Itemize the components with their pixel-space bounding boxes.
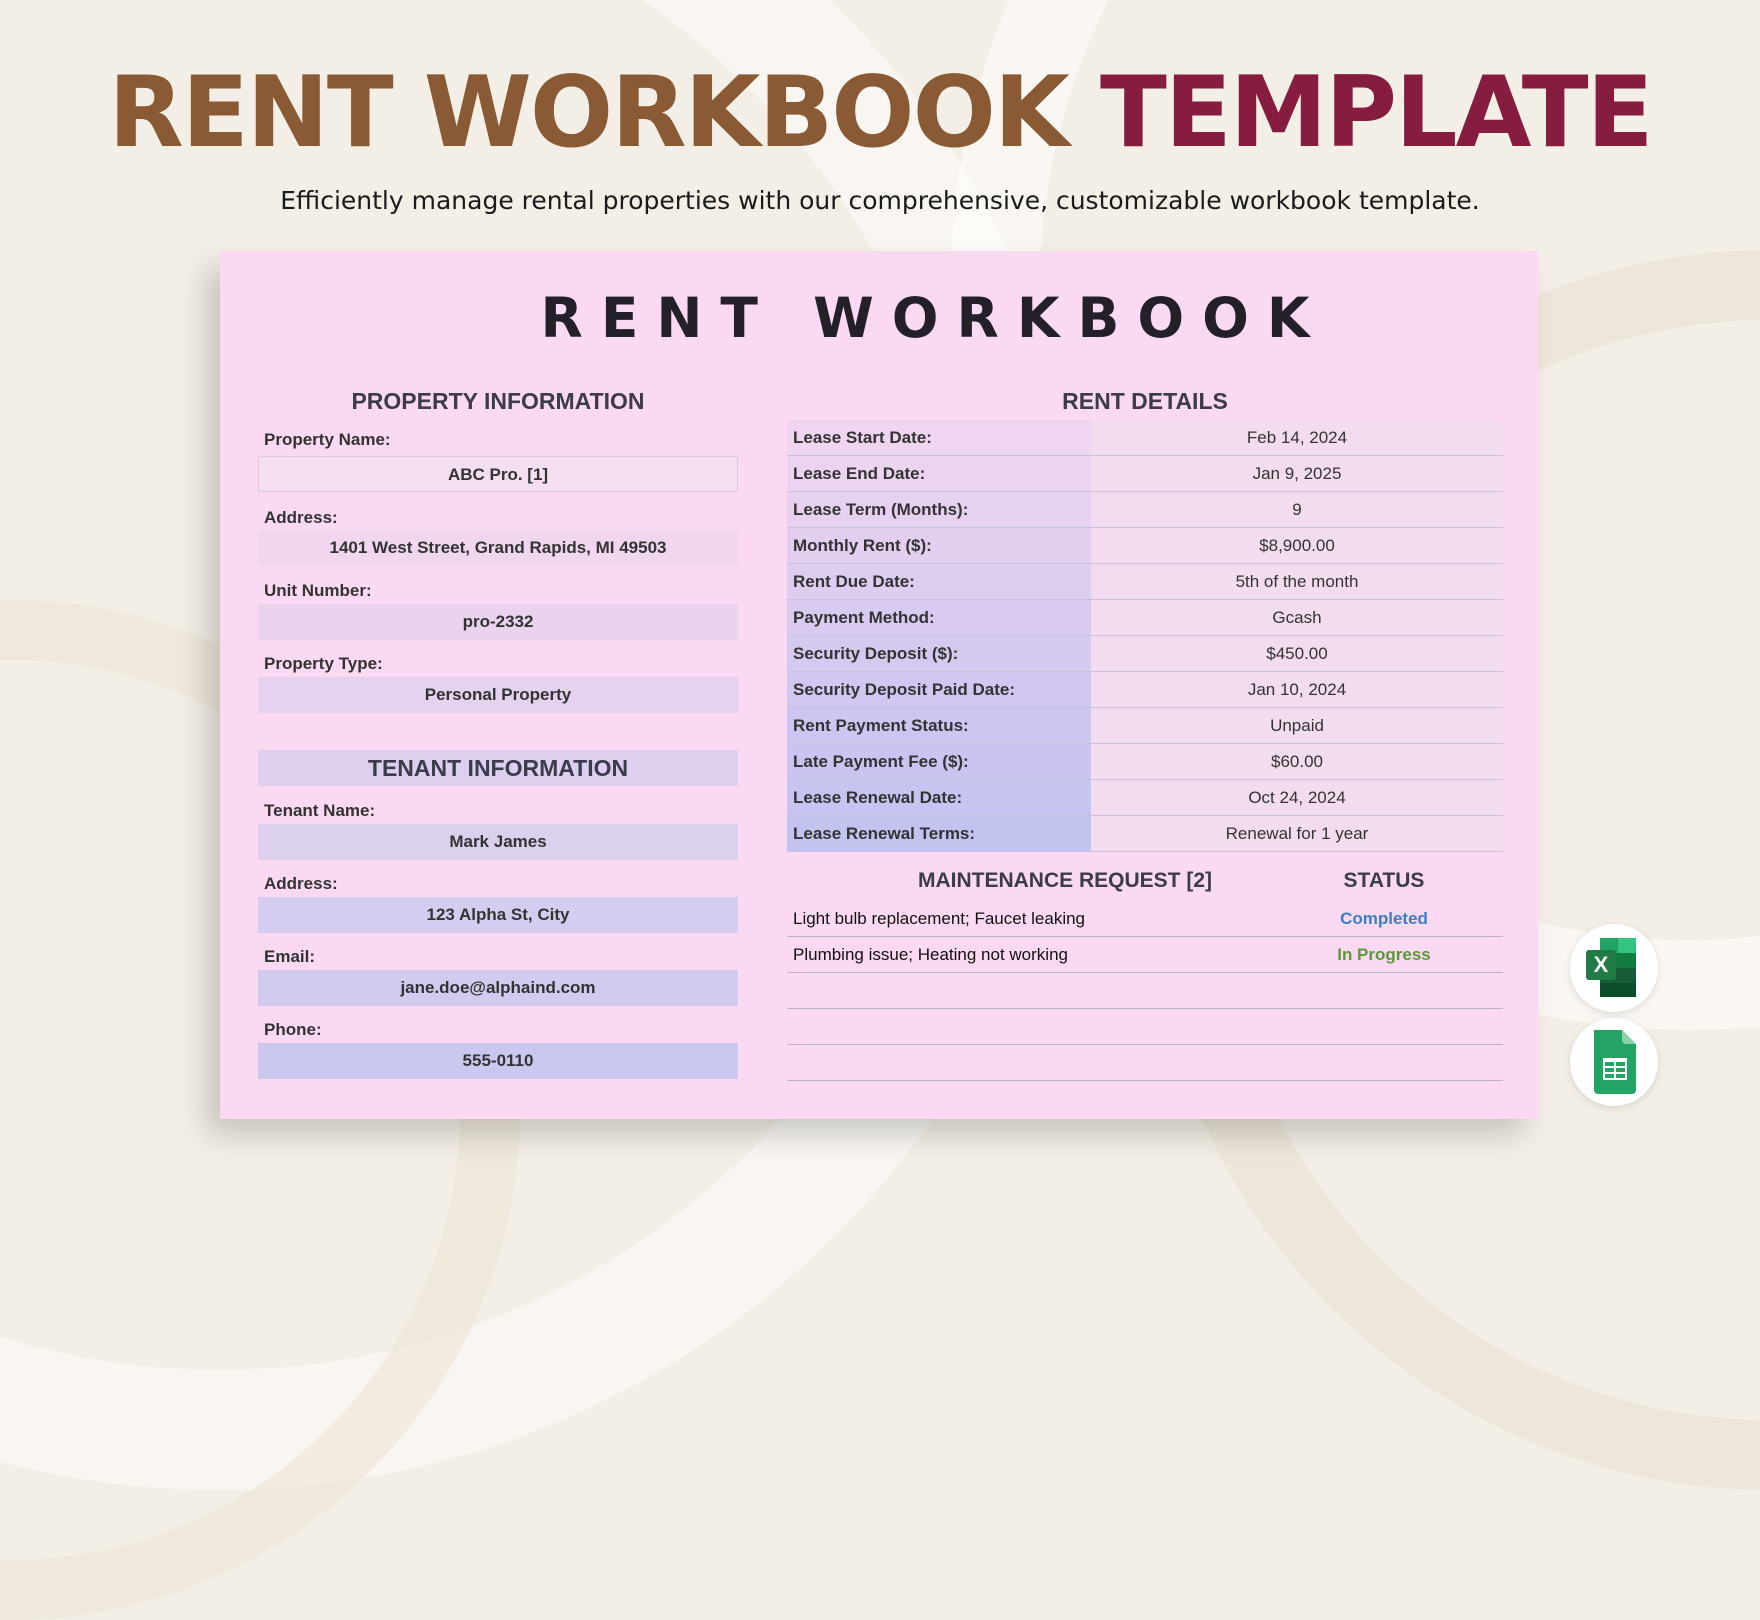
rent-row-label: Monthly Rent ($): — [787, 528, 1091, 563]
rent-row-label: Lease Start Date: — [787, 420, 1091, 455]
rent-row-label: Late Payment Fee ($): — [787, 744, 1091, 779]
tenant-name-label: Tenant Name: — [264, 801, 376, 820]
rent-row-value[interactable]: $450.00 — [1091, 636, 1503, 671]
page-subtitle: Efficiently manage rental properties with our comprehensive, customizable workbook template. — [280, 186, 1480, 215]
rent-row-value[interactable]: $8,900.00 — [1091, 528, 1503, 563]
rent-details-table — [787, 420, 1503, 852]
maintenance-table — [787, 901, 1503, 1081]
rent-row-value[interactable]: 9 — [1091, 492, 1503, 527]
tenant-info-heading: TENANT INFORMATION — [258, 750, 738, 786]
rent-row-label: Lease End Date: — [787, 456, 1091, 491]
tenant-address-value[interactable]: 123 Alpha St, City — [258, 897, 738, 933]
maintenance-heading: MAINTENANCE REQUEST [2] — [917, 869, 1212, 892]
tenant-phone-value[interactable]: 555-0110 — [258, 1043, 738, 1079]
rent-details-heading: RENT DETAILS — [1062, 388, 1228, 414]
table-row — [787, 744, 1503, 780]
rent-row-value[interactable]: 5th of the month — [1091, 564, 1503, 599]
rent-row-value[interactable]: Feb 14, 2024 — [1091, 420, 1503, 455]
rent-row-value[interactable]: Renewal for 1 year — [1091, 816, 1503, 851]
unit-number-value[interactable]: pro-2332 — [258, 604, 738, 640]
tenant-phone-label: Phone: — [264, 1020, 322, 1039]
table-row — [787, 708, 1503, 744]
excel-icon-graphic — [1570, 924, 1658, 1012]
maintenance-description[interactable]: Light bulb replacement; Faucet leaking — [793, 909, 1086, 928]
page-title-part2: TEMPLATE — [1099, 56, 1652, 170]
rent-row-label: Rent Due Date: — [787, 564, 1091, 599]
rent-row-label: Rent Payment Status: — [787, 708, 1091, 743]
rent-row-value[interactable]: $60.00 — [1091, 744, 1503, 779]
table-row[interactable] — [787, 1045, 1503, 1081]
rent-row-value[interactable]: Jan 10, 2024 — [1091, 672, 1503, 707]
table-row — [787, 528, 1503, 564]
table-row — [787, 492, 1503, 528]
table-row — [787, 816, 1503, 852]
google-sheets-icon-graphic — [1570, 1018, 1658, 1106]
tenant-email-label: Email: — [264, 947, 316, 966]
rent-row-label: Security Deposit Paid Date: — [787, 672, 1091, 707]
table-row — [787, 420, 1503, 456]
rent-row-value[interactable]: Jan 9, 2025 — [1091, 456, 1503, 491]
property-address-value[interactable]: 1401 West Street, Grand Rapids, MI 49503 — [258, 530, 738, 566]
tenant-name-value[interactable]: Mark James — [258, 824, 738, 860]
property-info-heading: PROPERTY INFORMATION — [351, 388, 645, 414]
table-row — [787, 672, 1503, 708]
rent-row-value[interactable]: Oct 24, 2024 — [1091, 780, 1503, 815]
sheet-title: RENT WORKBOOK — [540, 286, 1328, 350]
maintenance-description[interactable]: Plumbing issue; Heating not working — [793, 945, 1068, 964]
table-row — [787, 600, 1503, 636]
excel-icon[interactable] — [1570, 924, 1658, 1012]
table-row[interactable] — [787, 1009, 1503, 1045]
property-address-label: Address: — [264, 508, 338, 527]
table-row — [787, 636, 1503, 672]
status-badge[interactable]: Completed — [1340, 909, 1428, 928]
status-badge[interactable]: In Progress — [1337, 945, 1431, 964]
rent-row-label: Lease Renewal Date: — [787, 780, 1091, 815]
rent-row-label: Payment Method: — [787, 600, 1091, 635]
unit-number-label: Unit Number: — [264, 581, 372, 600]
property-name-value[interactable]: ABC Pro. [1] — [258, 456, 738, 492]
table-row — [787, 901, 1503, 937]
rent-row-value[interactable]: Gcash — [1091, 600, 1503, 635]
table-row[interactable] — [787, 973, 1503, 1009]
table-row — [787, 564, 1503, 600]
rent-row-label: Security Deposit ($): — [787, 636, 1091, 671]
page-title — [0, 56, 1760, 170]
tenant-email-value[interactable]: jane.doe@alphaind.com — [258, 970, 738, 1006]
tenant-address-label: Address: — [264, 874, 338, 893]
excel-icon-glyph: X — [1593, 952, 1609, 977]
table-row — [787, 937, 1503, 973]
property-type-label: Property Type: — [264, 654, 383, 673]
page-title-part1: RENT WORKBOOK — [108, 56, 1068, 170]
table-row — [787, 780, 1503, 816]
property-type-value[interactable]: Personal Property — [258, 677, 738, 713]
google-sheets-icon[interactable] — [1570, 1018, 1658, 1106]
property-name-label: Property Name: — [264, 430, 391, 449]
workbook-sheet — [220, 251, 1538, 1119]
rent-row-label: Lease Renewal Terms: — [787, 816, 1091, 851]
table-row — [787, 456, 1503, 492]
rent-row-label: Lease Term (Months): — [787, 492, 1091, 527]
status-heading: STATUS — [1343, 869, 1425, 892]
rent-row-value[interactable]: Unpaid — [1091, 708, 1503, 743]
